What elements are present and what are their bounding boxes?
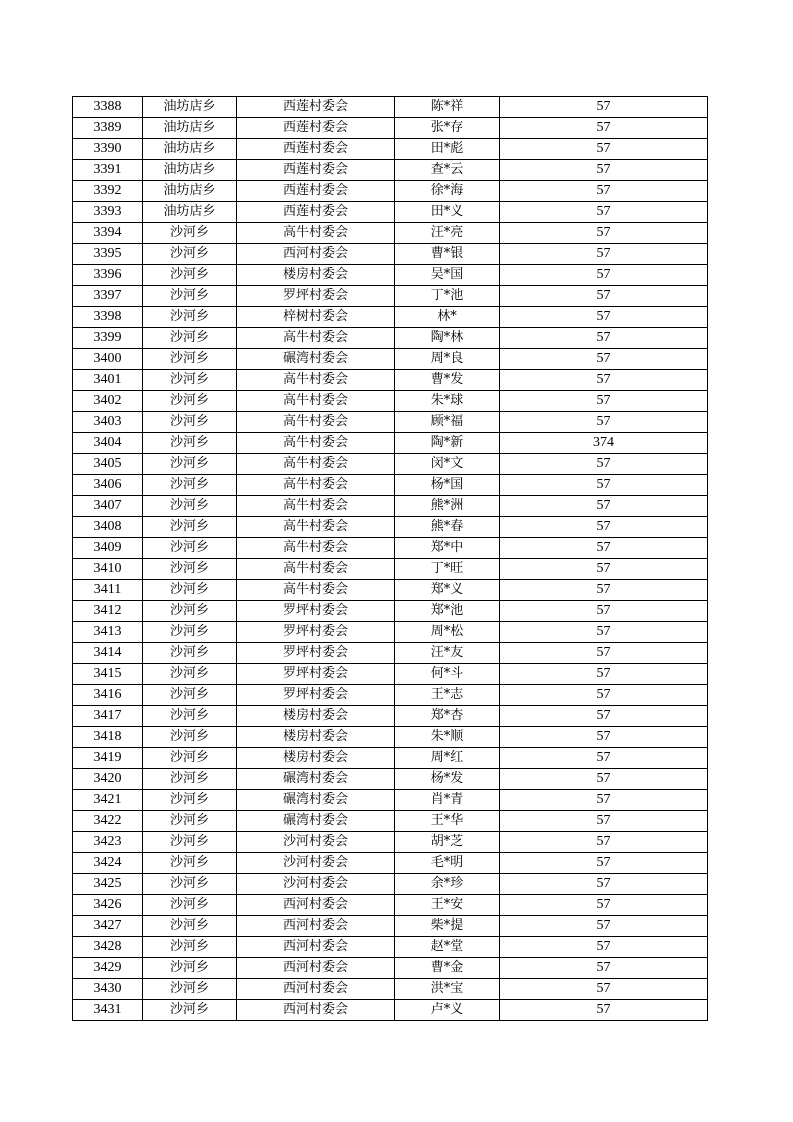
row-number: 3395 <box>73 244 143 265</box>
township-cell: 油坊店乡 <box>143 139 237 160</box>
row-number: 3394 <box>73 223 143 244</box>
township-cell: 沙河乡 <box>143 307 237 328</box>
township-cell: 沙河乡 <box>143 244 237 265</box>
roster-table <box>72 96 708 1021</box>
amount-cell: 57 <box>500 97 708 118</box>
table-row <box>73 307 708 328</box>
row-number: 3417 <box>73 706 143 727</box>
row-number: 3409 <box>73 538 143 559</box>
person-name-cell: 查*云 <box>395 160 500 181</box>
person-name-cell: 肖*青 <box>395 790 500 811</box>
table-row <box>73 853 708 874</box>
township-cell: 沙河乡 <box>143 286 237 307</box>
person-name-cell: 张*存 <box>395 118 500 139</box>
row-number: 3424 <box>73 853 143 874</box>
person-name-cell: 郑*池 <box>395 601 500 622</box>
person-name-cell: 何*斗 <box>395 664 500 685</box>
township-cell: 沙河乡 <box>143 412 237 433</box>
township-cell: 沙河乡 <box>143 895 237 916</box>
table-row <box>73 895 708 916</box>
row-number: 3427 <box>73 916 143 937</box>
township-cell: 油坊店乡 <box>143 118 237 139</box>
village-committee-cell: 高牛村委会 <box>237 517 395 538</box>
person-name-cell: 毛*明 <box>395 853 500 874</box>
person-name-cell: 赵*堂 <box>395 937 500 958</box>
person-name-cell: 郑*义 <box>395 580 500 601</box>
township-cell: 油坊店乡 <box>143 160 237 181</box>
amount-cell: 57 <box>500 517 708 538</box>
table-row <box>73 160 708 181</box>
amount-cell: 57 <box>500 643 708 664</box>
township-cell: 油坊店乡 <box>143 181 237 202</box>
township-cell: 油坊店乡 <box>143 97 237 118</box>
table-row <box>73 433 708 454</box>
amount-cell: 57 <box>500 874 708 895</box>
amount-cell: 57 <box>500 559 708 580</box>
roster-table-body <box>73 97 708 1021</box>
village-committee-cell: 高牛村委会 <box>237 559 395 580</box>
row-number: 3428 <box>73 937 143 958</box>
table-row <box>73 223 708 244</box>
township-cell: 沙河乡 <box>143 370 237 391</box>
amount-cell: 57 <box>500 937 708 958</box>
person-name-cell: 周*良 <box>395 349 500 370</box>
table-row <box>73 706 708 727</box>
table-row <box>73 832 708 853</box>
township-cell: 沙河乡 <box>143 853 237 874</box>
table-row <box>73 118 708 139</box>
amount-cell: 57 <box>500 496 708 517</box>
table-row <box>73 559 708 580</box>
row-number: 3419 <box>73 748 143 769</box>
row-number: 3414 <box>73 643 143 664</box>
person-name-cell: 陶*林 <box>395 328 500 349</box>
row-number: 3401 <box>73 370 143 391</box>
township-cell: 沙河乡 <box>143 517 237 538</box>
township-cell: 沙河乡 <box>143 328 237 349</box>
township-cell: 沙河乡 <box>143 832 237 853</box>
row-number: 3430 <box>73 979 143 1000</box>
village-committee-cell: 高牛村委会 <box>237 370 395 391</box>
table-row <box>73 622 708 643</box>
table-row <box>73 286 708 307</box>
table-row <box>73 244 708 265</box>
row-number: 3392 <box>73 181 143 202</box>
township-cell: 沙河乡 <box>143 349 237 370</box>
row-number: 3397 <box>73 286 143 307</box>
amount-cell: 57 <box>500 664 708 685</box>
row-number: 3410 <box>73 559 143 580</box>
table-row <box>73 139 708 160</box>
person-name-cell: 汪*友 <box>395 643 500 664</box>
row-number: 3400 <box>73 349 143 370</box>
township-cell: 沙河乡 <box>143 685 237 706</box>
village-committee-cell: 高牛村委会 <box>237 475 395 496</box>
table-row <box>73 958 708 979</box>
person-name-cell: 闵*文 <box>395 454 500 475</box>
amount-cell: 57 <box>500 790 708 811</box>
township-cell: 沙河乡 <box>143 580 237 601</box>
row-number: 3389 <box>73 118 143 139</box>
amount-cell: 57 <box>500 181 708 202</box>
person-name-cell: 丁*旺 <box>395 559 500 580</box>
row-number: 3429 <box>73 958 143 979</box>
table-row <box>73 601 708 622</box>
township-cell: 沙河乡 <box>143 748 237 769</box>
township-cell: 沙河乡 <box>143 811 237 832</box>
row-number: 3418 <box>73 727 143 748</box>
table-row <box>73 979 708 1000</box>
amount-cell: 57 <box>500 916 708 937</box>
village-committee-cell: 高牛村委会 <box>237 538 395 559</box>
township-cell: 沙河乡 <box>143 916 237 937</box>
village-committee-cell: 西河村委会 <box>237 937 395 958</box>
amount-cell: 57 <box>500 160 708 181</box>
village-committee-cell: 梓树村委会 <box>237 307 395 328</box>
village-committee-cell: 楼房村委会 <box>237 706 395 727</box>
row-number: 3390 <box>73 139 143 160</box>
amount-cell: 57 <box>500 244 708 265</box>
township-cell: 沙河乡 <box>143 622 237 643</box>
village-committee-cell: 罗坪村委会 <box>237 622 395 643</box>
table-row <box>73 538 708 559</box>
amount-cell: 57 <box>500 202 708 223</box>
person-name-cell: 余*珍 <box>395 874 500 895</box>
amount-cell: 57 <box>500 370 708 391</box>
person-name-cell: 林* <box>395 307 500 328</box>
village-committee-cell: 西莲村委会 <box>237 118 395 139</box>
township-cell: 沙河乡 <box>143 643 237 664</box>
amount-cell: 57 <box>500 307 708 328</box>
person-name-cell: 徐*海 <box>395 181 500 202</box>
table-row <box>73 454 708 475</box>
table-row <box>73 370 708 391</box>
township-cell: 沙河乡 <box>143 790 237 811</box>
person-name-cell: 周*红 <box>395 748 500 769</box>
township-cell: 沙河乡 <box>143 454 237 475</box>
row-number: 3408 <box>73 517 143 538</box>
amount-cell: 57 <box>500 895 708 916</box>
amount-cell: 57 <box>500 706 708 727</box>
table-row <box>73 97 708 118</box>
person-name-cell: 郑*中 <box>395 538 500 559</box>
amount-cell: 57 <box>500 1000 708 1021</box>
table-row <box>73 790 708 811</box>
village-committee-cell: 罗坪村委会 <box>237 286 395 307</box>
table-row <box>73 685 708 706</box>
table-row <box>73 748 708 769</box>
person-name-cell: 熊*春 <box>395 517 500 538</box>
row-number: 3393 <box>73 202 143 223</box>
person-name-cell: 田*彪 <box>395 139 500 160</box>
table-row <box>73 202 708 223</box>
township-cell: 沙河乡 <box>143 958 237 979</box>
village-committee-cell: 西河村委会 <box>237 979 395 1000</box>
row-number: 3422 <box>73 811 143 832</box>
person-name-cell: 朱*球 <box>395 391 500 412</box>
village-committee-cell: 西莲村委会 <box>237 139 395 160</box>
person-name-cell: 杨*国 <box>395 475 500 496</box>
table-row <box>73 874 708 895</box>
amount-cell: 57 <box>500 118 708 139</box>
amount-cell: 57 <box>500 223 708 244</box>
row-number: 3399 <box>73 328 143 349</box>
row-number: 3421 <box>73 790 143 811</box>
township-cell: 沙河乡 <box>143 496 237 517</box>
village-committee-cell: 楼房村委会 <box>237 727 395 748</box>
table-row <box>73 727 708 748</box>
amount-cell: 57 <box>500 349 708 370</box>
amount-cell: 57 <box>500 832 708 853</box>
row-number: 3406 <box>73 475 143 496</box>
amount-cell: 57 <box>500 811 708 832</box>
village-committee-cell: 高牛村委会 <box>237 580 395 601</box>
table-row <box>73 349 708 370</box>
table-row <box>73 496 708 517</box>
amount-cell: 57 <box>500 601 708 622</box>
village-committee-cell: 碾湾村委会 <box>237 349 395 370</box>
table-row <box>73 643 708 664</box>
person-name-cell: 郑*杏 <box>395 706 500 727</box>
village-committee-cell: 楼房村委会 <box>237 265 395 286</box>
row-number: 3411 <box>73 580 143 601</box>
village-committee-cell: 高牛村委会 <box>237 391 395 412</box>
row-number: 3431 <box>73 1000 143 1021</box>
township-cell: 沙河乡 <box>143 559 237 580</box>
row-number: 3412 <box>73 601 143 622</box>
person-name-cell: 陶*新 <box>395 433 500 454</box>
person-name-cell: 熊*洲 <box>395 496 500 517</box>
person-name-cell: 柴*提 <box>395 916 500 937</box>
table-row <box>73 265 708 286</box>
township-cell: 沙河乡 <box>143 1000 237 1021</box>
village-committee-cell: 罗坪村委会 <box>237 643 395 664</box>
person-name-cell: 洪*宝 <box>395 979 500 1000</box>
village-committee-cell: 高牛村委会 <box>237 412 395 433</box>
amount-cell: 374 <box>500 433 708 454</box>
township-cell: 沙河乡 <box>143 727 237 748</box>
amount-cell: 57 <box>500 727 708 748</box>
township-cell: 沙河乡 <box>143 769 237 790</box>
person-name-cell: 曹*发 <box>395 370 500 391</box>
row-number: 3405 <box>73 454 143 475</box>
village-committee-cell: 西河村委会 <box>237 916 395 937</box>
table-row <box>73 769 708 790</box>
village-committee-cell: 西河村委会 <box>237 958 395 979</box>
village-committee-cell: 楼房村委会 <box>237 748 395 769</box>
village-committee-cell: 沙河村委会 <box>237 874 395 895</box>
village-committee-cell: 西莲村委会 <box>237 181 395 202</box>
amount-cell: 57 <box>500 139 708 160</box>
amount-cell: 57 <box>500 286 708 307</box>
village-committee-cell: 沙河村委会 <box>237 853 395 874</box>
township-cell: 沙河乡 <box>143 433 237 454</box>
village-committee-cell: 高牛村委会 <box>237 328 395 349</box>
row-number: 3396 <box>73 265 143 286</box>
row-number: 3402 <box>73 391 143 412</box>
row-number: 3403 <box>73 412 143 433</box>
amount-cell: 57 <box>500 622 708 643</box>
amount-cell: 57 <box>500 475 708 496</box>
village-committee-cell: 西河村委会 <box>237 244 395 265</box>
row-number: 3407 <box>73 496 143 517</box>
amount-cell: 57 <box>500 454 708 475</box>
village-committee-cell: 罗坪村委会 <box>237 601 395 622</box>
amount-cell: 57 <box>500 853 708 874</box>
village-committee-cell: 西莲村委会 <box>237 202 395 223</box>
township-cell: 沙河乡 <box>143 601 237 622</box>
row-number: 3413 <box>73 622 143 643</box>
table-row <box>73 664 708 685</box>
row-number: 3423 <box>73 832 143 853</box>
person-name-cell: 丁*池 <box>395 286 500 307</box>
person-name-cell: 周*松 <box>395 622 500 643</box>
village-committee-cell: 沙河村委会 <box>237 832 395 853</box>
table-row <box>73 391 708 412</box>
table-row <box>73 328 708 349</box>
township-cell: 沙河乡 <box>143 223 237 244</box>
township-cell: 沙河乡 <box>143 979 237 1000</box>
village-committee-cell: 碾湾村委会 <box>237 769 395 790</box>
table-row <box>73 181 708 202</box>
village-committee-cell: 高牛村委会 <box>237 496 395 517</box>
person-name-cell: 卢*义 <box>395 1000 500 1021</box>
village-committee-cell: 高牛村委会 <box>237 454 395 475</box>
township-cell: 沙河乡 <box>143 937 237 958</box>
village-committee-cell: 高牛村委会 <box>237 223 395 244</box>
person-name-cell: 朱*顺 <box>395 727 500 748</box>
village-committee-cell: 西河村委会 <box>237 895 395 916</box>
township-cell: 沙河乡 <box>143 265 237 286</box>
amount-cell: 57 <box>500 538 708 559</box>
village-committee-cell: 西河村委会 <box>237 1000 395 1021</box>
person-name-cell: 杨*发 <box>395 769 500 790</box>
table-row <box>73 580 708 601</box>
amount-cell: 57 <box>500 958 708 979</box>
amount-cell: 57 <box>500 328 708 349</box>
row-number: 3420 <box>73 769 143 790</box>
table-row <box>73 811 708 832</box>
table-row <box>73 1000 708 1021</box>
village-committee-cell: 西莲村委会 <box>237 160 395 181</box>
table-row <box>73 937 708 958</box>
person-name-cell: 王*华 <box>395 811 500 832</box>
amount-cell: 57 <box>500 391 708 412</box>
table-row <box>73 475 708 496</box>
person-name-cell: 田*义 <box>395 202 500 223</box>
township-cell: 沙河乡 <box>143 706 237 727</box>
township-cell: 沙河乡 <box>143 874 237 895</box>
village-committee-cell: 罗坪村委会 <box>237 685 395 706</box>
table-row <box>73 517 708 538</box>
person-name-cell: 吴*国 <box>395 265 500 286</box>
table-row <box>73 916 708 937</box>
amount-cell: 57 <box>500 685 708 706</box>
person-name-cell: 王*安 <box>395 895 500 916</box>
person-name-cell: 汪*亮 <box>395 223 500 244</box>
person-name-cell: 曹*金 <box>395 958 500 979</box>
township-cell: 沙河乡 <box>143 664 237 685</box>
person-name-cell: 曹*银 <box>395 244 500 265</box>
person-name-cell: 顾*福 <box>395 412 500 433</box>
amount-cell: 57 <box>500 769 708 790</box>
village-committee-cell: 碾湾村委会 <box>237 790 395 811</box>
row-number: 3416 <box>73 685 143 706</box>
township-cell: 油坊店乡 <box>143 202 237 223</box>
village-committee-cell: 高牛村委会 <box>237 433 395 454</box>
village-committee-cell: 罗坪村委会 <box>237 664 395 685</box>
row-number: 3425 <box>73 874 143 895</box>
amount-cell: 57 <box>500 412 708 433</box>
village-committee-cell: 碾湾村委会 <box>237 811 395 832</box>
row-number: 3391 <box>73 160 143 181</box>
row-number: 3415 <box>73 664 143 685</box>
row-number: 3426 <box>73 895 143 916</box>
township-cell: 沙河乡 <box>143 391 237 412</box>
table-row <box>73 412 708 433</box>
amount-cell: 57 <box>500 580 708 601</box>
amount-cell: 57 <box>500 265 708 286</box>
village-committee-cell: 西莲村委会 <box>237 97 395 118</box>
person-name-cell: 王*志 <box>395 685 500 706</box>
row-number: 3404 <box>73 433 143 454</box>
amount-cell: 57 <box>500 979 708 1000</box>
township-cell: 沙河乡 <box>143 475 237 496</box>
township-cell: 沙河乡 <box>143 538 237 559</box>
row-number: 3398 <box>73 307 143 328</box>
amount-cell: 57 <box>500 748 708 769</box>
person-name-cell: 胡*芝 <box>395 832 500 853</box>
row-number: 3388 <box>73 97 143 118</box>
person-name-cell: 陈*祥 <box>395 97 500 118</box>
